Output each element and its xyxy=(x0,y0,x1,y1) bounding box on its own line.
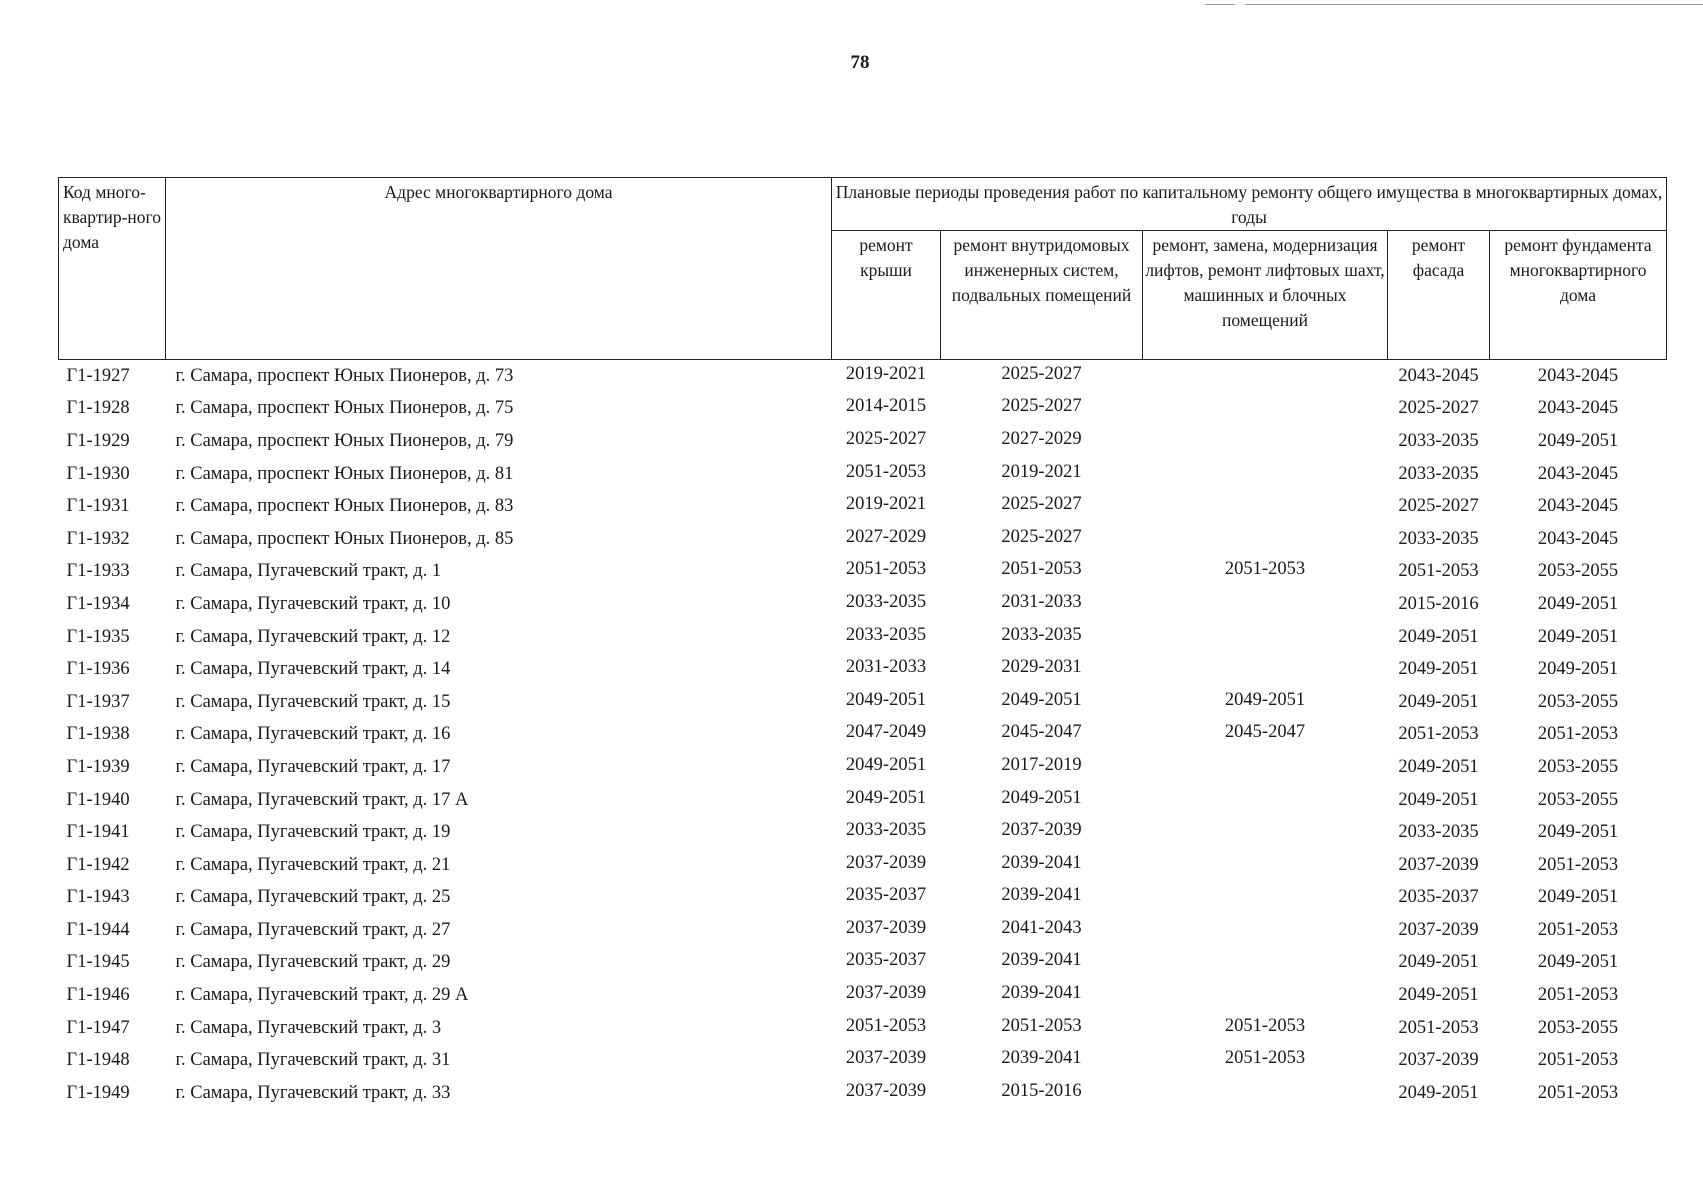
cell-facade-period: 2035-2037 xyxy=(1398,887,1479,908)
table-row xyxy=(59,653,1667,686)
cell-roof-period: 2025-2027 xyxy=(845,428,927,449)
cell-lifts-period xyxy=(1143,749,1388,782)
cell-facade-period: 2051-2053 xyxy=(1398,1017,1479,1038)
header-facade: ремонт фасада xyxy=(1388,231,1490,360)
table-row xyxy=(59,784,1667,817)
cell-roof-period: 2014-2015 xyxy=(845,396,927,417)
table-row xyxy=(59,686,1667,719)
cell-address: г. Самара, Пугачевский тракт, д. 3 xyxy=(175,1017,442,1038)
cell-address: г. Самара, Пугачевский тракт, д. 19 xyxy=(175,822,451,843)
cell-lifts-period xyxy=(1143,977,1388,1010)
cell-engineering-period: 2039-2041 xyxy=(1001,1048,1082,1069)
cell-code: Г1-1929 xyxy=(66,430,130,451)
table-row xyxy=(59,523,1667,556)
cell-roof-period: 2033-2035 xyxy=(845,591,927,612)
cell-code: Г1-1935 xyxy=(66,626,130,647)
cell-engineering-period: 2039-2041 xyxy=(1001,983,1082,1004)
cell-foundation-period: 2051-2053 xyxy=(1537,854,1619,875)
cell-facade-period: 2037-2039 xyxy=(1398,854,1479,875)
cell-facade-period: 2033-2035 xyxy=(1398,430,1479,451)
table-body xyxy=(59,360,1667,1110)
cell-foundation-period: 2049-2051 xyxy=(1537,626,1619,647)
cell-code: Г1-1934 xyxy=(66,593,130,614)
cell-roof-period: 2019-2021 xyxy=(845,494,927,515)
cell-lifts-period xyxy=(1143,521,1388,554)
cell-roof-period: 2051-2053 xyxy=(845,461,927,482)
cell-roof-period: 2037-2039 xyxy=(845,917,927,938)
cell-address: г. Самара, Пугачевский тракт, д. 29 А xyxy=(175,985,469,1006)
cell-lifts-period: 2051-2053 xyxy=(1224,559,1306,580)
table-row xyxy=(59,556,1667,589)
table-header xyxy=(59,178,1667,360)
cell-engineering-period: 2019-2021 xyxy=(1001,461,1082,482)
cell-address: г. Самара, Пугачевский тракт, д. 33 xyxy=(175,1082,451,1103)
cell-facade-period: 2049-2051 xyxy=(1398,985,1479,1006)
cell-address: г. Самара, Пугачевский тракт, д. 31 xyxy=(175,1050,451,1071)
cell-lifts-period xyxy=(1143,945,1388,978)
table-row xyxy=(59,458,1667,491)
cell-lifts-period xyxy=(1143,488,1388,521)
cell-address: г. Самара, Пугачевский тракт, д. 14 xyxy=(175,659,451,680)
cell-engineering-period: 2025-2027 xyxy=(1001,396,1082,417)
cell-engineering-period: 2039-2041 xyxy=(1001,852,1082,873)
table-row xyxy=(59,621,1667,654)
cell-facade-period: 2025-2027 xyxy=(1398,398,1479,419)
cell-engineering-period: 2045-2047 xyxy=(1001,722,1082,743)
cell-roof-period: 2019-2021 xyxy=(845,363,927,384)
cell-address: г. Самара, Пугачевский тракт, д. 27 xyxy=(175,919,451,940)
cell-roof-period: 2035-2037 xyxy=(845,885,927,906)
cell-lifts-period xyxy=(1143,880,1388,913)
header-foundation: ремонт фундамента многоквартирного дома xyxy=(1490,231,1667,360)
table-row xyxy=(59,914,1667,947)
cell-address: г. Самара, проспект Юных Пионеров, д. 81 xyxy=(175,463,514,484)
cell-facade-period: 2015-2016 xyxy=(1398,593,1479,614)
cell-engineering-period: 2025-2027 xyxy=(1001,494,1082,515)
cell-engineering-period: 2027-2029 xyxy=(1001,428,1082,449)
cell-facade-period: 2049-2051 xyxy=(1398,756,1479,777)
cell-facade-period: 2033-2035 xyxy=(1398,463,1479,484)
cell-lifts-period xyxy=(1143,847,1388,880)
table-row xyxy=(59,425,1667,458)
cell-address: г. Самара, проспект Юных Пионеров, д. 75 xyxy=(175,398,514,419)
cell-roof-period: 2047-2049 xyxy=(845,722,927,743)
header-roof: ремонт крыши xyxy=(832,231,941,360)
cell-engineering-period: 2049-2051 xyxy=(1001,787,1082,808)
cell-engineering-period: 2031-2033 xyxy=(1001,591,1082,612)
cell-lifts-period xyxy=(1143,423,1388,456)
cell-lifts-period xyxy=(1143,912,1388,945)
cell-engineering-period: 2025-2027 xyxy=(1001,363,1082,384)
cell-code: Г1-1937 xyxy=(66,691,130,712)
table-row xyxy=(59,393,1667,426)
cell-address: г. Самара, Пугачевский тракт, д. 17 xyxy=(175,756,451,777)
cell-roof-period: 2037-2039 xyxy=(845,983,927,1004)
table-row xyxy=(59,719,1667,752)
cell-foundation-period: 2053-2055 xyxy=(1537,561,1619,582)
cell-code: Г1-1933 xyxy=(66,561,130,582)
cell-facade-period: 2025-2027 xyxy=(1398,496,1479,517)
cell-lifts-period xyxy=(1143,782,1388,815)
cell-engineering-period: 2051-2053 xyxy=(1001,559,1082,580)
table-row xyxy=(59,751,1667,784)
cell-engineering-period: 2039-2041 xyxy=(1001,885,1082,906)
table-row xyxy=(59,816,1667,849)
cell-foundation-period: 2051-2053 xyxy=(1537,985,1619,1006)
cell-foundation-period: 2053-2055 xyxy=(1537,1017,1619,1038)
cell-code: Г1-1931 xyxy=(66,496,130,517)
cell-roof-period: 2049-2051 xyxy=(845,787,927,808)
table-row xyxy=(59,1012,1667,1045)
cell-foundation-period: 2043-2045 xyxy=(1537,463,1619,484)
header-periods-group: Плановые периоды проведения работ по капитальному ремонту общего имущества в многоквартирных домах, годы xyxy=(832,178,1667,231)
cell-facade-period: 2033-2035 xyxy=(1398,822,1479,843)
cell-code: Г1-1940 xyxy=(66,789,130,810)
cell-code: Г1-1942 xyxy=(66,854,130,875)
cell-facade-period: 2037-2039 xyxy=(1398,1050,1479,1071)
cell-code: Г1-1948 xyxy=(66,1050,130,1071)
cell-address: г. Самара, проспект Юных Пионеров, д. 73 xyxy=(175,365,514,386)
cell-code: Г1-1938 xyxy=(66,724,130,745)
cell-roof-period: 2035-2037 xyxy=(845,950,927,971)
cell-lifts-period xyxy=(1143,651,1388,684)
cell-facade-period: 2037-2039 xyxy=(1398,919,1479,940)
repair-schedule-table-container xyxy=(58,177,1666,1110)
cell-facade-period: 2049-2051 xyxy=(1398,952,1479,973)
cell-engineering-period: 2049-2051 xyxy=(1001,689,1082,710)
cell-roof-period: 2037-2039 xyxy=(845,1080,927,1101)
cell-code: Г1-1927 xyxy=(66,365,130,386)
page-number: 78 xyxy=(850,52,870,73)
cell-engineering-period: 2017-2019 xyxy=(1001,754,1082,775)
cell-lifts-period xyxy=(1143,814,1388,847)
cell-foundation-period: 2051-2053 xyxy=(1537,724,1619,745)
cell-foundation-period: 2049-2051 xyxy=(1537,659,1619,680)
table-row xyxy=(59,490,1667,523)
table-row xyxy=(59,360,1667,393)
cell-engineering-period: 2037-2039 xyxy=(1001,820,1082,841)
header-code: Код много-квартир-ного дома xyxy=(59,178,166,360)
cell-facade-period: 2049-2051 xyxy=(1398,659,1479,680)
cell-code: Г1-1944 xyxy=(66,919,130,940)
header-lifts: ремонт, замена, модернизация лифтов, ремонт лифтовых шахт, машинных и блочных помещений xyxy=(1143,231,1388,360)
cell-address: г. Самара, Пугачевский тракт, д. 12 xyxy=(175,626,451,647)
cell-foundation-period: 2049-2051 xyxy=(1537,887,1619,908)
cell-code: Г1-1946 xyxy=(66,985,130,1006)
cell-address: г. Самара, проспект Юных Пионеров, д. 85 xyxy=(175,528,514,549)
cell-code: Г1-1943 xyxy=(66,887,130,908)
cell-foundation-period: 2043-2045 xyxy=(1537,398,1619,419)
cell-roof-period: 2049-2051 xyxy=(845,754,927,775)
cell-facade-period: 2051-2053 xyxy=(1398,724,1479,745)
cell-facade-period: 2051-2053 xyxy=(1398,561,1479,582)
cell-roof-period: 2051-2053 xyxy=(845,559,927,580)
cell-foundation-period: 2051-2053 xyxy=(1537,919,1619,940)
cell-code: Г1-1939 xyxy=(66,756,130,777)
cell-address: г. Самара, проспект Юных Пионеров, д. 83 xyxy=(175,496,514,517)
cell-lifts-period xyxy=(1143,586,1388,619)
cell-address: г. Самара, Пугачевский тракт, д. 15 xyxy=(175,691,451,712)
cell-lifts-period xyxy=(1143,619,1388,652)
cell-lifts-period xyxy=(1143,456,1388,489)
cell-lifts-period xyxy=(1143,358,1388,391)
table-row xyxy=(59,849,1667,882)
cell-lifts-period: 2045-2047 xyxy=(1224,722,1306,743)
cell-code: Г1-1928 xyxy=(66,398,130,419)
cell-facade-period: 2049-2051 xyxy=(1398,789,1479,810)
cell-code: Г1-1947 xyxy=(66,1017,130,1038)
cell-code: Г1-1932 xyxy=(66,528,130,549)
cell-address: г. Самара, Пугачевский тракт, д. 21 xyxy=(175,854,451,875)
cell-code: Г1-1941 xyxy=(66,822,130,843)
cell-foundation-period: 2049-2051 xyxy=(1537,593,1619,614)
cell-engineering-period: 2029-2031 xyxy=(1001,657,1082,678)
cell-engineering-period: 2041-2043 xyxy=(1001,917,1082,938)
cell-lifts-period: 2051-2053 xyxy=(1224,1015,1306,1036)
cell-lifts-period xyxy=(1143,391,1388,424)
header-address: Адрес многоквартирного дома xyxy=(166,178,832,360)
table-row xyxy=(59,588,1667,621)
cell-foundation-period: 2049-2051 xyxy=(1537,952,1619,973)
cell-roof-period: 2027-2029 xyxy=(845,526,927,547)
cell-facade-period: 2033-2035 xyxy=(1398,528,1479,549)
cell-foundation-period: 2043-2045 xyxy=(1537,496,1619,517)
cell-code: Г1-1930 xyxy=(66,463,130,484)
cell-address: г. Самара, Пугачевский тракт, д. 17 А xyxy=(175,789,469,810)
cell-roof-period: 2033-2035 xyxy=(845,820,927,841)
cell-foundation-period: 2043-2045 xyxy=(1537,528,1619,549)
table-row xyxy=(59,947,1667,980)
cell-foundation-period: 2053-2055 xyxy=(1537,756,1619,777)
table-row xyxy=(59,1077,1667,1110)
cell-roof-period: 2031-2033 xyxy=(845,657,927,678)
cell-address: г. Самара, Пугачевский тракт, д. 29 xyxy=(175,952,451,973)
table-row xyxy=(59,882,1667,915)
table-row xyxy=(59,1044,1667,1077)
cell-foundation-period: 2053-2055 xyxy=(1537,789,1619,810)
cell-engineering-period: 2039-2041 xyxy=(1001,950,1082,971)
cell-lifts-period: 2049-2051 xyxy=(1224,689,1306,710)
cell-address: г. Самара, Пугачевский тракт, д. 1 xyxy=(175,561,442,582)
cell-engineering-period: 2033-2035 xyxy=(1001,624,1082,645)
cell-lifts-period xyxy=(1143,1075,1388,1108)
scan-edge-line xyxy=(1245,4,1703,5)
cell-code: Г1-1936 xyxy=(66,659,130,680)
cell-facade-period: 2043-2045 xyxy=(1398,365,1479,386)
cell-foundation-period: 2053-2055 xyxy=(1537,691,1619,712)
table-row xyxy=(59,979,1667,1012)
cell-address: г. Самара, Пугачевский тракт, д. 25 xyxy=(175,887,451,908)
header-engineering: ремонт внутридомовых инженерных систем, подвальных помещений xyxy=(941,231,1143,360)
cell-facade-period: 2049-2051 xyxy=(1398,626,1479,647)
cell-roof-period: 2037-2039 xyxy=(845,852,927,873)
cell-roof-period: 2049-2051 xyxy=(845,689,927,710)
cell-foundation-period: 2049-2051 xyxy=(1537,822,1619,843)
cell-foundation-period: 2051-2053 xyxy=(1537,1050,1619,1071)
cell-engineering-period: 2051-2053 xyxy=(1001,1015,1082,1036)
cell-facade-period: 2049-2051 xyxy=(1398,1082,1479,1103)
cell-foundation-period: 2043-2045 xyxy=(1537,365,1619,386)
cell-lifts-period: 2051-2053 xyxy=(1224,1048,1306,1069)
cell-facade-period: 2049-2051 xyxy=(1398,691,1479,712)
cell-foundation-period: 2049-2051 xyxy=(1537,430,1619,451)
cell-engineering-period: 2025-2027 xyxy=(1001,526,1082,547)
cell-engineering-period: 2015-2016 xyxy=(1001,1080,1082,1101)
cell-code: Г1-1945 xyxy=(66,952,130,973)
cell-address: г. Самара, проспект Юных Пионеров, д. 79 xyxy=(175,430,514,451)
scan-edge-line xyxy=(1205,4,1235,5)
cell-code: Г1-1949 xyxy=(66,1082,130,1103)
cell-foundation-period: 2051-2053 xyxy=(1537,1082,1619,1103)
cell-roof-period: 2051-2053 xyxy=(845,1015,927,1036)
cell-address: г. Самара, Пугачевский тракт, д. 16 xyxy=(175,724,451,745)
cell-roof-period: 2033-2035 xyxy=(845,624,927,645)
repair-schedule-table xyxy=(58,177,1667,1110)
cell-address: г. Самара, Пугачевский тракт, д. 10 xyxy=(175,593,451,614)
cell-roof-period: 2037-2039 xyxy=(845,1048,927,1069)
